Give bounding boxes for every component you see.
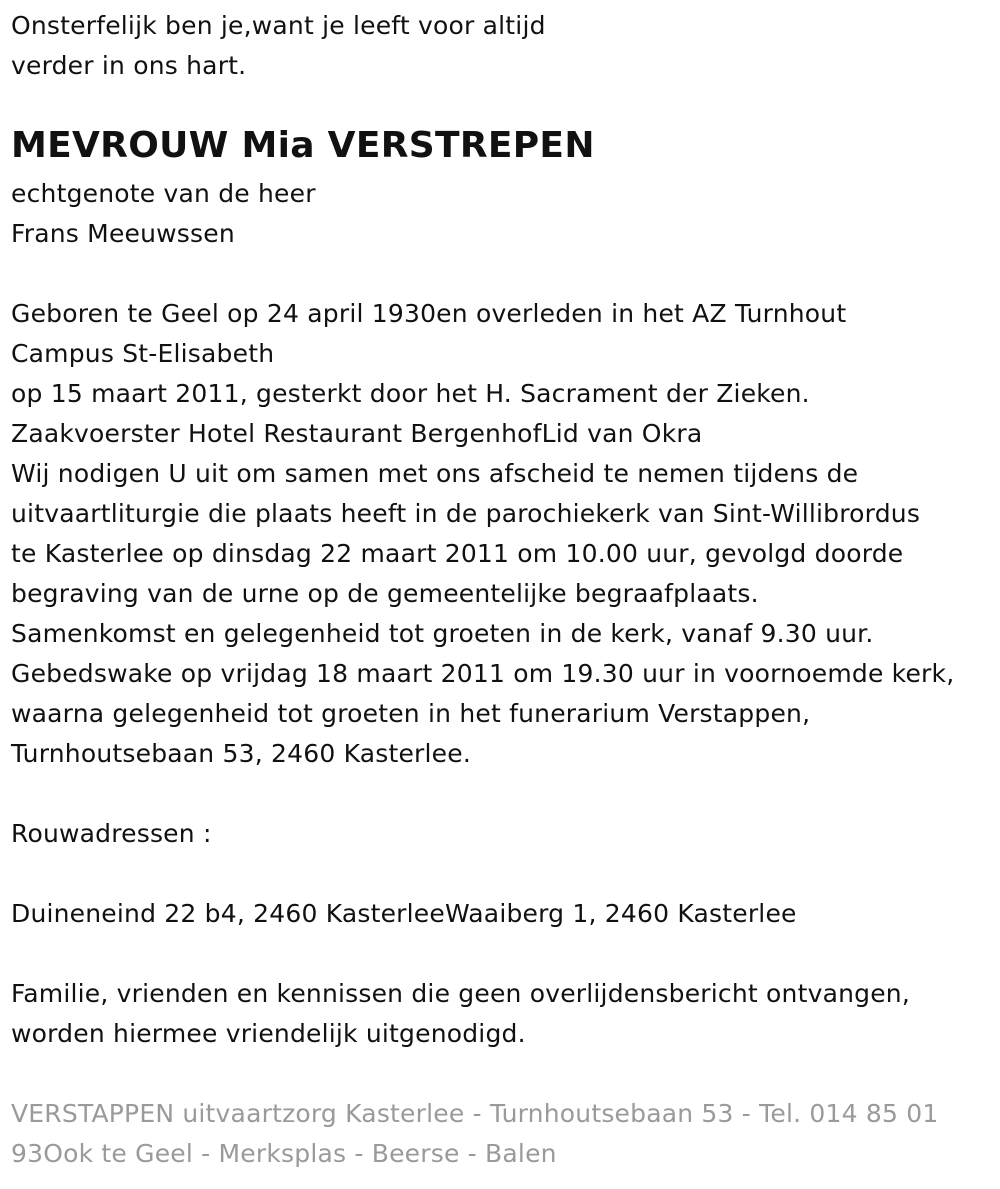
announcement-line: uitvaartliturgie die plaats heeft in de parochiekerk van Sint-Willibrordus: [11, 499, 921, 528]
mourning-addresses-heading: Rouwadressen :: [11, 819, 212, 848]
spacer: [11, 934, 996, 974]
announcement-line: Zaakvoerster Hotel Restaurant BergenhofLid van Okra: [11, 419, 703, 448]
spacer: [11, 854, 996, 894]
announcement-line: Turnhoutsebaan 53, 2460 Kasterlee.: [11, 739, 471, 768]
footer-line: 93Ook te Geel - Merksplas - Beerse - Balen: [11, 1139, 557, 1168]
epitaph: [11, 6, 996, 86]
announcement-line: Samenkomst en gelegenheid tot groeten in de kerk, vanaf 9.30 uur.: [11, 619, 874, 648]
announcement-line: waarna gelegenheid tot groeten in het funerarium Verstappen,: [11, 699, 811, 728]
mourning-addresses: Duineneind 22 b4, 2460 KasterleeWaaiberg 1, 2460 Kasterlee: [11, 899, 797, 928]
invitation-line: Familie, vrienden en kennissen die geen overlijdensbericht ontvangen,: [11, 979, 910, 1008]
announcement-line: Wij nodigen U uit om samen met ons afscheid te nemen tijdens de: [11, 459, 859, 488]
epitaph-line: Onsterfelijk ben je,want je leeft voor altijd: [11, 11, 546, 40]
deceased-name: MEVROUW Mia VERSTREPEN: [11, 125, 595, 166]
spouse-info: [11, 174, 996, 254]
spouse-line: Frans Meeuwssen: [11, 219, 235, 248]
spacer: [11, 774, 996, 814]
announcement-line: te Kasterlee op dinsdag 22 maart 2011 om 10.00 uur, gevolgd doorde: [11, 539, 904, 568]
obituary-document: [11, 6, 996, 1174]
footer-line: VERSTAPPEN uitvaartzorg Kasterlee - Turnhoutsebaan 53 - Tel. 014 85 01: [11, 1099, 939, 1128]
funeral-home-footer: [11, 1094, 996, 1174]
announcement-line: Campus St-Elisabeth: [11, 339, 275, 368]
spacer: [11, 254, 996, 294]
epitaph-line: verder in ons hart.: [11, 51, 247, 80]
invitation: [11, 974, 996, 1054]
announcement-line: begraving van de urne op de gemeentelijke begraafplaats.: [11, 579, 759, 608]
invitation-line: worden hiermee vriendelijk uitgenodigd.: [11, 1019, 526, 1048]
announcement-body: [11, 294, 996, 774]
announcement-line: Gebedswake op vrijdag 18 maart 2011 om 19.30 uur in voornoemde kerk,: [11, 659, 955, 688]
announcement-line: op 15 maart 2011, gesterkt door het H. Sacrament der Zieken.: [11, 379, 810, 408]
spouse-line: echtgenote van de heer: [11, 179, 316, 208]
spacer: [11, 1054, 996, 1094]
announcement-line: Geboren te Geel op 24 april 1930en overleden in het AZ Turnhout: [11, 299, 847, 328]
